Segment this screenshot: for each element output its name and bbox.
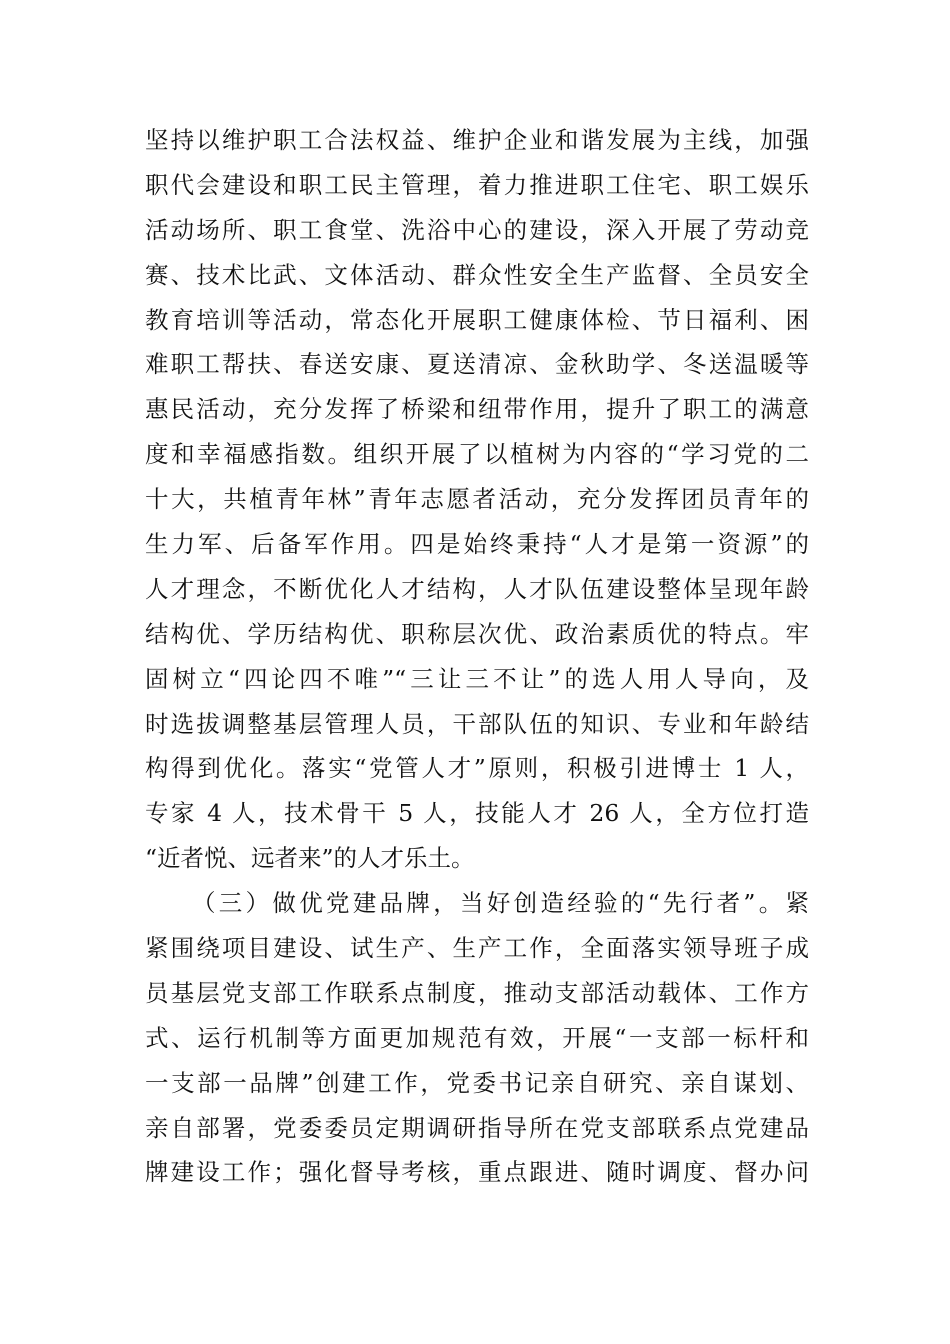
text-line: 专家 4 人，技术骨干 5 人，技能人才 26 人，全方位打造 [145, 799, 809, 828]
text-line: 教育培训等活动，常态化开展职工健康体检、节日福利、困 [145, 305, 809, 334]
text-line: 紧围绕项目建设、试生产、生产工作，全面落实领导班子成 [145, 934, 809, 963]
text-line: 一支部一品牌”创建工作，党委书记亲自研究、亲自谋划、 [145, 1068, 809, 1097]
text-line: 坚持以维护职工合法权益、维护企业和谐发展为主线，加强 [145, 126, 809, 154]
text-line: 固树立“四论四不唯”“三让三不让”的选人用人导向，及 [145, 664, 809, 693]
text-line: 十大，共植青年林”青年志愿者活动，充分发挥团员青年的 [145, 485, 809, 514]
text-line: 活动场所、职工食堂、洗浴中心的建设，深入开展了劳动竞 [145, 215, 809, 244]
text-line: 难职工帮扶、春送安康、夏送清凉、金秋助学、冬送温暖等 [145, 350, 809, 379]
text-line: 构得到优化。落实“党管人才”原则，积极引进博士 1 人， [145, 754, 809, 783]
text-line: 赛、技术比武、文体活动、群众性安全生产监督、全员安全 [145, 260, 809, 289]
text-line: 亲自部署，党委委员定期调研指导所在党支部联系点党建品 [145, 1113, 809, 1142]
text-line: 结构优、学历结构优、职称层次优、政治素质优的特点。牢 [145, 619, 809, 648]
body-text [145, 118, 809, 1195]
text-line: 员基层党支部工作联系点制度，推动支部活动载体、工作方 [145, 978, 809, 1007]
text-line: 职代会建设和职工民主管理，着力推进职工住宅、职工娱乐 [145, 170, 809, 199]
text-line: 式、运行机制等方面更加规范有效，开展“一支部一标杆和 [145, 1023, 809, 1052]
section-heading-line: （三）做优党建品牌，当好创造经验的“先行者”。紧 [192, 889, 809, 918]
paragraph-end-line: “近者悦、远者来”的人才乐土。 [145, 844, 475, 873]
text-line: 时选拔调整基层管理人员，干部队伍的知识、专业和年龄结 [145, 709, 809, 738]
text-line: 人才理念，不断优化人才结构，人才队伍建设整体呈现年龄 [145, 574, 809, 603]
text-line: 牌建设工作；强化督导考核，重点跟进、随时调度、督办问 [145, 1158, 809, 1187]
text-line: 生力军、后备军作用。四是始终秉持“人才是第一资源”的 [145, 530, 809, 559]
text-line: 度和幸福感指数。组织开展了以植树为内容的“学习党的二 [145, 440, 809, 469]
text-line: 惠民活动，充分发挥了桥梁和纽带作用，提升了职工的满意 [145, 395, 809, 424]
